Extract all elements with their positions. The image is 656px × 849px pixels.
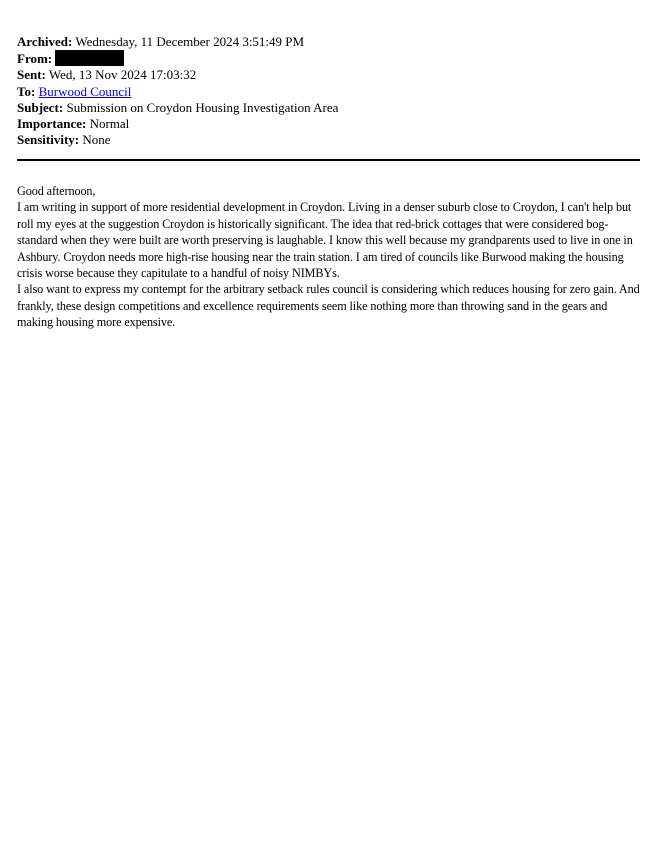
subject-label: Subject: (17, 99, 64, 115)
recipient-link[interactable]: Burwood Council (38, 83, 132, 99)
from-label: From: (17, 51, 53, 67)
sent-row (17, 67, 640, 83)
importance-label: Importance: (17, 116, 87, 132)
to-label: To: (17, 83, 36, 99)
body-paragraph-1: I am writing in support of more residential development in Croydon. Living in a denser suburb close to Croydon, I can't help but roll my eyes at the suggestion Croydon is historically significant. The idea that red-brick cottages that were considered bog-standard when they were built are worth preserving is laughable. I know this well because my grandparents used to live in one in Ashbury. Croydon needs more high-rise housing near the train station. I am tired of councils like Burwood making the housing crisis worse because they capitulate to a handful of noisy NIMBYs. (17, 200, 633, 281)
to-row (17, 84, 640, 100)
sensitivity-row (17, 132, 640, 148)
importance-row (17, 116, 640, 132)
sent-label: Sent: (17, 67, 46, 83)
email-header (17, 34, 640, 148)
archived-value: Wednesday, 11 December 2024 3:51:49 PM (75, 34, 305, 49)
redacted-sender (55, 50, 124, 66)
subject-value: Submission on Croydon Housing Investigation Area (66, 99, 339, 115)
sent-value: Wed, 13 Nov 2024 17:03:32 (48, 67, 197, 83)
archived-label: Archived: (17, 34, 73, 49)
importance-value: Normal (89, 116, 130, 132)
archived-row (17, 34, 640, 50)
sensitivity-value: None (82, 132, 111, 148)
from-row (17, 50, 640, 67)
greeting: Good afternoon, (17, 184, 96, 198)
header-divider (17, 159, 640, 161)
body-paragraph-2: I also want to express my contempt for the arbitrary setback rules council is considering which reduces housing for zero gain. And frankly, these design competitions and excellence requirements seem like nothing more than throwing sand in the gears and making housing more expensive. (17, 282, 640, 330)
subject-row (17, 100, 640, 116)
sensitivity-label: Sensitivity: (17, 132, 80, 148)
email-printout (17, 34, 640, 330)
email-body (17, 183, 640, 331)
